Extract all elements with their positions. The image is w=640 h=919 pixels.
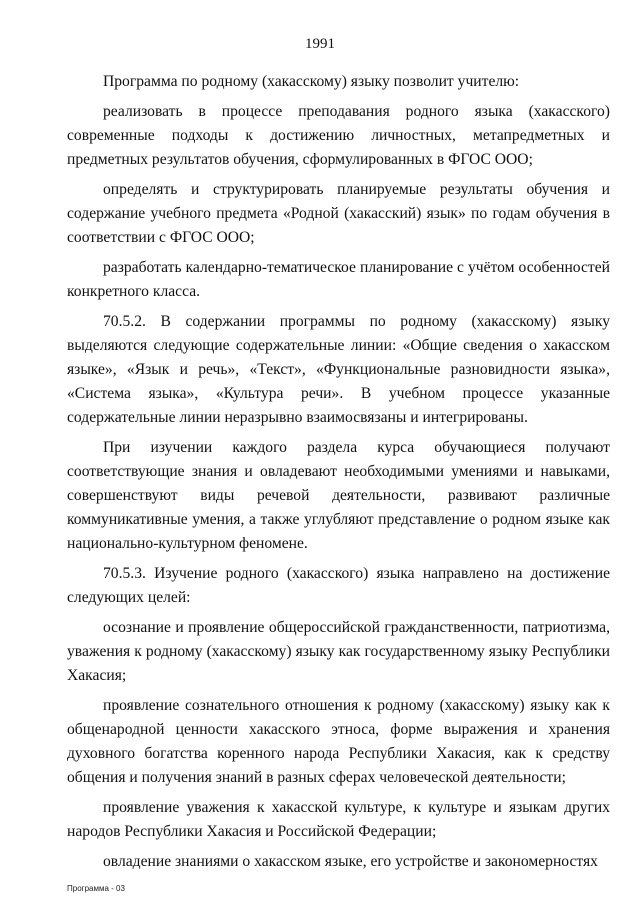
paragraph-aim-citizenship: осознание и проявление общероссийской гражданственности, патриотизма, уважения к родному (хакасскому) языку как государственному языку Республики Хакасия; [67, 619, 610, 684]
page-footer: Программа - 03 [67, 884, 125, 893]
paragraph-goal-define: определять и структурировать планируемые результаты обучения и содержание учебного предмета «Родной (хакасский) язык» по годам обучения в соответствии с ФГОС ООО; [67, 181, 610, 246]
paragraph-aim-attitude: проявление сознательного отношения к родному (хакасскому) языку как к общенародной ценности хакасского этноса, форме выражения и хранения духовного богатства коренного народа Республики Хакасия, как к средству общения и получения знаний в разных сферах человеческой деятельности; [67, 697, 610, 786]
paragraph-intro: Программа по родному (хакасскому) языку позволит учителю: [103, 73, 520, 90]
paragraph-aim-knowledge: овладение знаниями о хакасском языке, его устройстве и закономерностях [103, 853, 598, 870]
paragraph-section-70-5-3: 70.5.3. Изучение родного (хакасского) языка направлено на достижение следующих целей: [67, 565, 610, 606]
paragraph-aim-respect: проявление уважения к хакасской культуре, к культуре и языкам других народов Республики Хакасия и Российской Федерации; [67, 799, 610, 840]
paragraph-goal-plan: разработать календарно-тематическое планирование с учётом особенностей конкретного класса. [67, 259, 610, 300]
paragraph-goal-implement: реализовать в процессе преподавания родного языка (хакасского) современные подходы к достижению личностных, метапредметных и предметных результатов обучения, сформулированных в ФГОС ООО; [67, 103, 610, 168]
page-number: 1991 [305, 36, 335, 52]
paragraph-study-sections: При изучении каждого раздела курса обучающиеся получают соответствующие знания и овладевают необходимыми умениями и навыками, совершенствуют виды речевой деятельности, развивают различные коммуникативные умения, а также углубляют представление о родном языке как национально-культурном феномене. [67, 439, 610, 552]
paragraph-section-70-5-2: 70.5.2. В содержании программы по родному (хакасскому) языку выделяются следующие содержательные линии: «Общие сведения о хакасском языке», «Язык и речь», «Текст», «Функциональные разновидности языка», «Система языка», «Культура речи». В учебном процессе указанные содержательные линии неразрывно взаимосвязаны и интегрированы. [67, 313, 610, 426]
document-body [67, 70, 610, 880]
